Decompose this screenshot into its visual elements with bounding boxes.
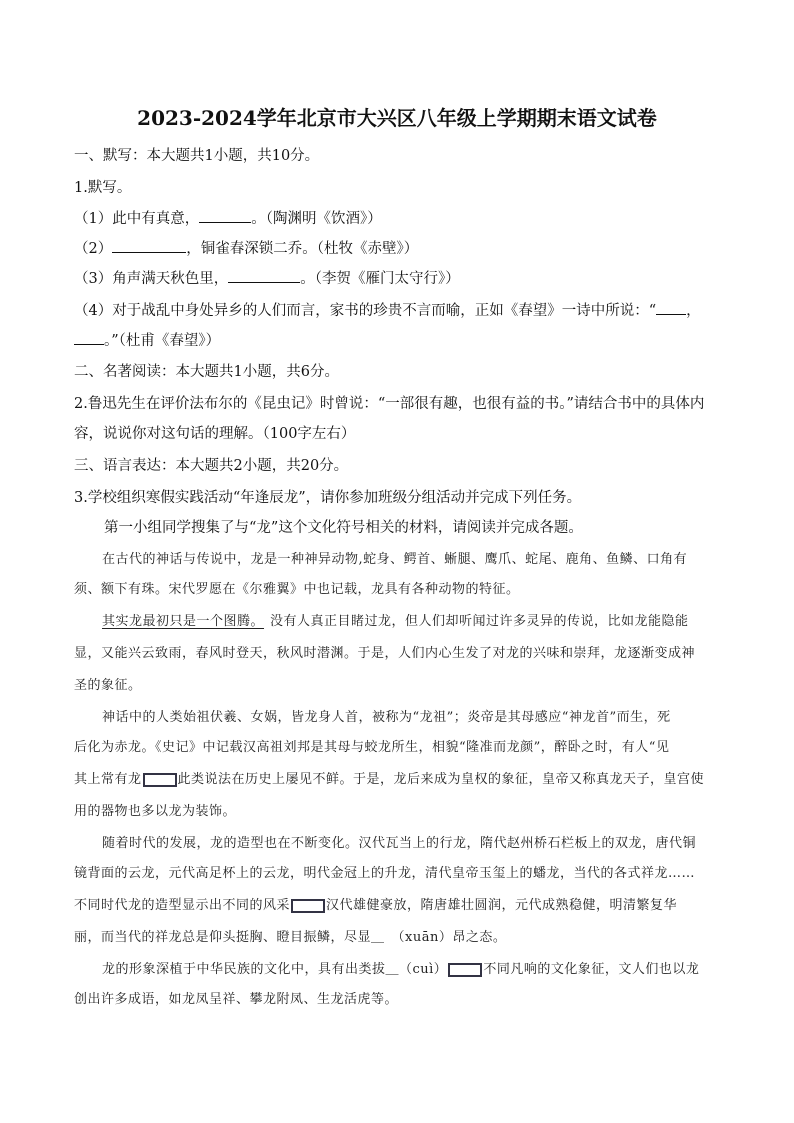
passage-p3-line-2: 后化为赤龙。《史记》中记载汉高祖刘邦是其母与蛟龙所生，相貌“隆准而龙颜”，醉卧之时，有人“见 [74, 740, 670, 755]
answer-blank[interactable] [228, 268, 300, 283]
question-2-line-1: 2.鲁迅先生在评价法布尔的《昆虫记》时曾说：“一部很有趣，也很有益的书。”请结合书中的具体内 [74, 396, 705, 412]
passage-p3-line-4: 用的器物也多以龙为装饰。 [74, 804, 237, 819]
answer-blank[interactable] [112, 238, 186, 253]
answer-blank[interactable] [199, 208, 251, 223]
question-1-item-2: （2） ，铜雀春深锁二乔。（杜牧《赤壁》） [74, 238, 418, 259]
passage-p4-line-1: 随着时代的发展，龙的造型也在不断变化。汉代瓦当上的行龙，隋代赵州桥石栏板上的双龙，唐代铜 [102, 836, 697, 851]
section-3-heading: 三、语言表达：本大题共2小题，共20分。 [74, 458, 349, 474]
punctuation-box[interactable] [291, 899, 325, 913]
punctuation-box[interactable] [448, 963, 482, 977]
punctuation-box[interactable] [143, 773, 177, 787]
section-2-heading: 二、名著阅读：本大题共1小题，共6分。 [74, 364, 339, 380]
page-title: 2023-2024学年北京市大兴区八年级上学期期末语文试卷 [137, 106, 657, 130]
passage-p2-line-1: 其实龙最初只是一个图腾。 没有人真正目睹过龙，但人们却听闻过许多灵异的传说，比如龙能隐能 [102, 614, 689, 629]
passage-p3-line-1: 神话中的人类始祖伏羲、女娲，皆龙身人首，被称为“龙祖”；炎帝是其母感应“神龙首”而生，死 [102, 710, 671, 725]
passage-p4-line-3: 不同时代龙的造型显示出不同的风采 汉代雄健豪放，隋唐雄壮圆润，元代成熟稳健，明清繁复华 [74, 898, 678, 913]
answer-blank[interactable] [74, 330, 104, 345]
passage-p5-line-2: 创出许多成语，如龙凤呈祥、攀龙附凤、生龙活虎等。 [74, 992, 399, 1007]
question-2-line-2: 容，说说你对这句话的理解。（100字左右） [74, 426, 356, 442]
passage-p4-line-4: 丽，而当代的祥龙总是仰头挺胸、瞪目振鳞，尽显＿ （xuān）昂之态。 [74, 930, 507, 945]
passage-p4-line-2: 镜背面的云龙，元代高足杯上的云龙，明代金冠上的升龙，清代皇帝玉玺上的蟠龙，当代的各式祥龙…… [74, 866, 696, 881]
passage-p2-line-3: 圣的象征。 [74, 678, 142, 693]
passage-p3-line-3: 其上常有龙 此类说法在历史上屡见不鲜。于是，龙后来成为皇权的象征，皇帝又称真龙天子，皇宫使 [74, 772, 705, 787]
question-1-item-3: （3）角声满天秋色里， 。（李贺《雁门太守行》） [74, 268, 460, 289]
question-1-item-4-cont: 。”（杜甫《春望》） [74, 330, 220, 351]
material-intro: 第一小组同学搜集了与“龙”这个文化符号相关的材料，请阅读并完成各题。 [104, 520, 583, 536]
passage-p2-line-2: 显，又能兴云致雨，春风时登天，秋风时潜渊。于是，人们内心生发了对龙的兴味和崇拜，龙逐渐变成神 [74, 646, 696, 661]
passage-p1-line-1: 在古代的神话与传说中，龙是一种神异动物,蛇身、鳄首、蜥腿、鹰爪、蛇尾、鹿角、鱼鳞、口角有 [102, 552, 688, 567]
question-1: 1.默写。 [74, 180, 132, 196]
underlined-sentence: 其实龙最初只是一个图腾。 [102, 614, 265, 629]
question-3: 3.学校组织寒假实践活动“年逢辰龙”，请你参加班级分组活动并完成下列任务。 [74, 490, 582, 506]
passage-p1-line-2: 须、额下有珠。宋代罗愿在《尔雅翼》中也记载，龙具有各种动物的特征。 [74, 582, 520, 597]
question-1-item-4: （4）对于战乱中身处异乡的人们而言，家书的珍贵不言而喻，正如《春望》一诗中所说：“ ， [74, 300, 701, 321]
section-1-heading: 一、默写：本大题共1小题，共10分。 [74, 148, 320, 164]
question-1-item-1: （1）此中有真意， 。（陶渊明《饮酒》） [74, 208, 382, 229]
passage-p5-line-1: 龙的形象深植于中华民族的文化中，具有出类拔＿（cuì） 不同凡响的文化象征，文人们也以龙 [102, 962, 700, 977]
answer-blank[interactable] [656, 300, 686, 315]
